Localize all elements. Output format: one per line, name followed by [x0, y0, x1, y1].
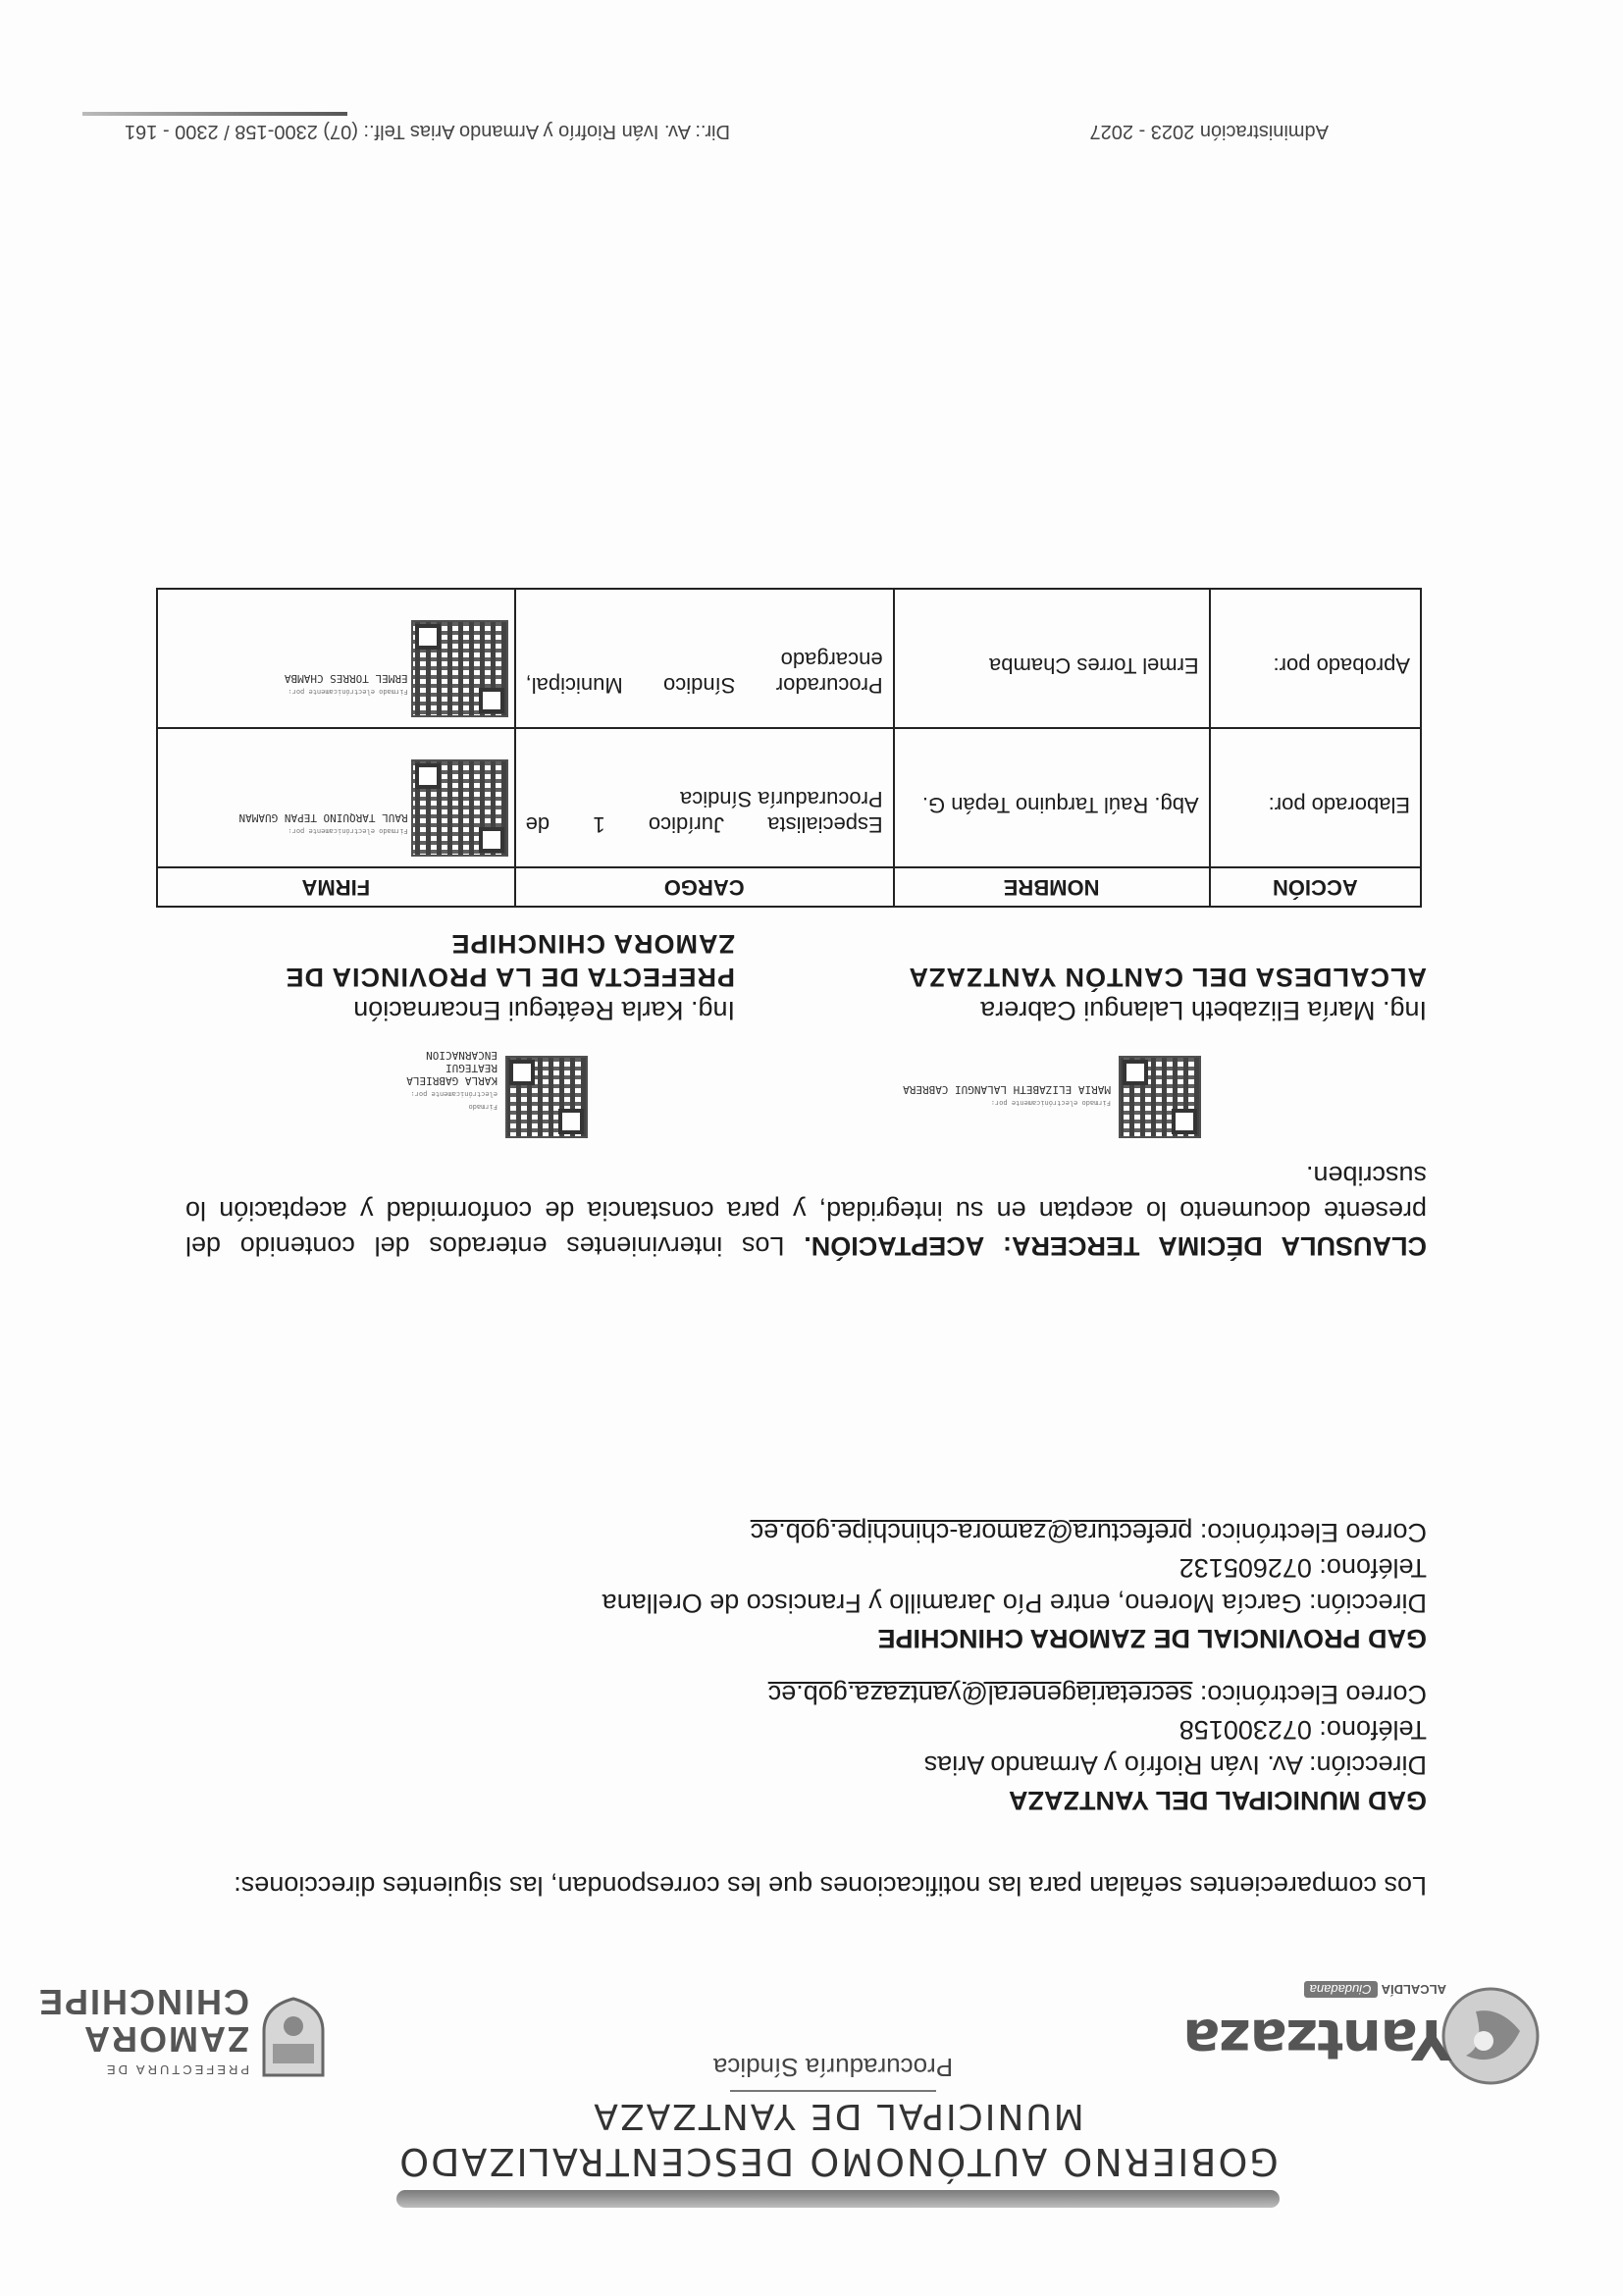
col-firma: FIRMA	[157, 867, 515, 907]
clause-paragraph	[185, 1158, 1427, 1264]
prefecta-name: Ing. Karla Reátegui Encarnación	[353, 996, 735, 1025]
qr-signer-text: KARLA GABRIELA REATEGUI ENCARNACION	[406, 1049, 497, 1087]
alcaldesa-role: ALCALDESA DEL CANTÓN YANTZAZA	[908, 963, 1427, 992]
signature-prefecta	[195, 1040, 588, 1138]
party2-email-link[interactable]: prefectura@zamora-chinchipe.gob.ec	[750, 1518, 1193, 1547]
qr-signer-name	[399, 1049, 497, 1113]
cell-accion: Aprobado por:	[1210, 589, 1421, 728]
col-nombre: NOMBRE	[894, 867, 1210, 907]
qr-signer-text: RAUL TARQUINO TEPAN GUAMAN	[238, 811, 408, 824]
qr-signer-note: Firmado electrónicamente por:	[288, 688, 408, 696]
footer-line	[82, 112, 347, 116]
table-row	[157, 589, 1421, 728]
header-band	[396, 2190, 1280, 2208]
party2-email-line	[185, 1515, 1427, 1550]
footer-address: Dir.: Av. Iván Riofrío y Armando Arias Telf.: (07) 2300-158 / 2300 - 161	[124, 121, 730, 142]
office-divider	[730, 2090, 936, 2092]
party1-email-link[interactable]: secretariageneral@yantzaza.gob.ec	[767, 1680, 1193, 1709]
cell-firma	[157, 728, 515, 867]
qr-signature-icon	[411, 620, 508, 717]
col-accion: ACCIÓN	[1210, 867, 1421, 907]
table-header-row	[157, 867, 1421, 907]
ciudadana-tag: Ciudadana	[1304, 1981, 1378, 1998]
party1-block	[185, 1677, 1427, 1818]
table-row	[157, 728, 1421, 867]
qr-signature-icon	[1119, 1056, 1201, 1138]
party1-name: GAD MUNICIPAL DEL YANTZAZA	[1008, 1786, 1427, 1815]
col-cargo: CARGO	[515, 867, 894, 907]
qr-signer-note: Firmado electrónicamente por:	[410, 1090, 497, 1111]
party1-email-label: Correo Electrónico:	[1192, 1680, 1427, 1709]
footer-administration: Administración 2023 - 2027	[1089, 121, 1329, 142]
prefecta-role: PREFECTA DE LA PROVINCIA DE ZAMORA CHINCHIPE	[285, 929, 735, 992]
qr-signer-name	[238, 811, 407, 837]
party1-address: Dirección: Av. Iván Riofrío y Armando Arias	[923, 1750, 1427, 1780]
prefectura-logo	[36, 1948, 328, 2085]
party2-name: GAD PROVINCIAL DE ZAMORA CHINCHIPE	[877, 1624, 1427, 1653]
clause-title: CLAUSULA DÉCIMA TERCERA: ACEPTACIÓN.	[804, 1231, 1427, 1261]
qr-signer-text: ERMEL TORRES CHAMBA	[284, 672, 408, 685]
qr-signer-note: Firmado electrónicamente por:	[990, 1099, 1111, 1107]
alcaldia-text: ALCALDÍA	[1381, 1982, 1446, 1997]
qr-signer-name	[285, 672, 408, 698]
signature-alcaldesa	[809, 1040, 1201, 1138]
qr-signature-icon	[411, 759, 508, 857]
cell-accion: Elaborado por:	[1210, 728, 1421, 867]
party2-phone: Teléfono: 072605132	[1178, 1553, 1427, 1583]
party2-address: Dirección: García Moreno, entre Pío Jaramillo y Francisco de Orellana	[602, 1589, 1427, 1618]
clause-text: Los intervinientes enterados del contenido del presente documento lo aceptan en su integridad, y para constancia de conformidad y aceptación lo suscriben.	[184, 1161, 1427, 1261]
party1-email-line	[185, 1677, 1427, 1712]
yantzaza-emblem-icon	[1437, 1982, 1544, 2090]
alcaldesa-name: Ing. María Elizabeth Lalangui Cabrera	[980, 996, 1427, 1025]
qr-signer-text: MARIA ELIZABETH LALANGUI CABRERA	[903, 1083, 1111, 1096]
cell-cargo: Procurador Síndico Municipal, encargado	[515, 589, 894, 728]
chinchipe-label: CHINCHIPE	[36, 1982, 249, 2022]
cell-firma	[157, 589, 515, 728]
party1-phone: Teléfono: 072300158	[1178, 1715, 1427, 1745]
prefectura-label: PREFECTURA DE	[103, 2062, 249, 2077]
party2-email-label: Correo Electrónico:	[1192, 1518, 1427, 1547]
cell-nombre: Abg. Raúl Tarquino Tepán G.	[894, 728, 1210, 867]
party2-block	[185, 1515, 1427, 1656]
qr-signer-note: Firmado electrónicamente por:	[288, 827, 408, 835]
approvals-table	[156, 588, 1422, 908]
page-title: GOBIERNO AUTÓNOMO DESCENTRALIZADO	[397, 2140, 1279, 2183]
yantzaza-logo	[1183, 1982, 1544, 2090]
cell-nombre: Ermel Torres Chamba	[894, 589, 1210, 728]
prefectura-crest-icon	[259, 1997, 328, 2085]
page-subtitle: MUNICIPAL DE YANTZAZA	[592, 2096, 1084, 2136]
cell-cargo: Especialista Jurídico 1 de Procuraduría Síndica	[515, 728, 894, 867]
zamora-label: ZAMORA	[82, 2019, 249, 2060]
office-name: Procuraduría Síndica	[712, 2053, 954, 2082]
yantzaza-wordmark: Yantzaza	[1183, 2007, 1451, 2070]
qr-signature-icon	[505, 1056, 588, 1138]
intro-paragraph: Los comparecientes señalan para las notificaciones que les correspondan, las siguientes direcciones:	[234, 1871, 1427, 1901]
alcaldia-label	[1304, 1981, 1446, 1998]
qr-signer-name	[903, 1083, 1111, 1109]
